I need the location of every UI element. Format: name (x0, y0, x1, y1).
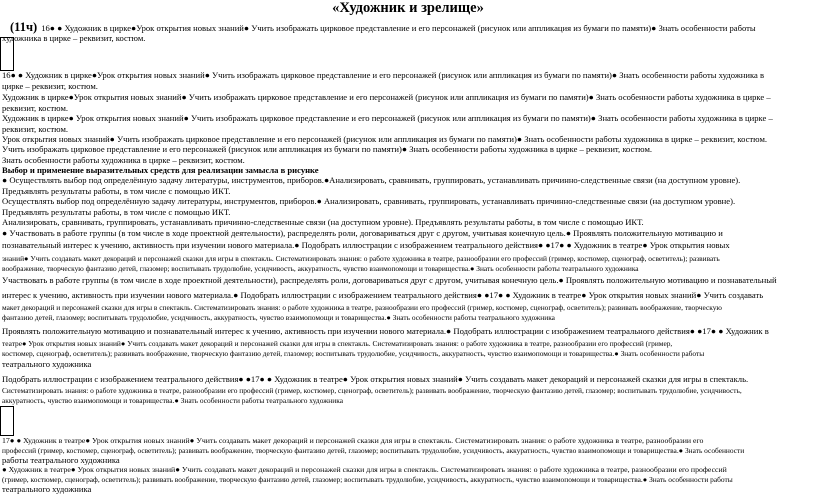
text-line: Художник в цирке● Урок открытия новых знаний● Учить изображать цирковое представление и его персонажей (рисунок или аппликация из бумаги по памяти)● Знать особенности работы художника в цирке – (2, 113, 773, 123)
text-line: работы театрального художника (2, 455, 120, 465)
text-line-content: 16● ● Художник в цирке●Урок открытия новых знаний● Учить изображать цирковое представление и его персонажей (рисунок или аппликация из бумаги по памяти)● Знать особенности работы (41, 23, 756, 33)
text-line: Предъявлять результаты работы, в том числе с помощью ИКТ. (2, 207, 231, 217)
section-heading: Выбор и применение выразительных средств для реализации замысла в рисунке (2, 165, 319, 175)
text-line: Анализировать, сравнивать, группировать, устанавливать причинно-следственные связи (на доступном уровне). Предъявлять результаты работы, в том числе с помощью ИКТ. (2, 217, 644, 227)
text-line: Подобрать иллюстрации с изображением театрального действия● ●17● ● Художник в театре● Урок открытия новых знаний● Учить создавать макет декораций и персонажей сказки для игры в спектакль. (2, 374, 749, 384)
text-line: макет декораций и персонажей сказки для игры в спектакль. Систематизировать знания: о работе художника в театре, разнообразии его профессий (гример, костюмер, сценограф, осветитель); развивать воображение, творческую (2, 303, 722, 312)
text-line: знаний● Учить создавать макет декораций и персонажей сказки для игры в спектакль. Систематизировать знания: о работе художника в театре, разнообразии его профессий (гример, костюмер, сценограф, осветитель); развивать (2, 254, 720, 263)
text-line: (гример, костюмер, сценограф, осветитель); развивать воображение, творческую фантазию детей, глазомер; воспитывать трудолюбие, усидчивость, аккуратность, чувство взаимопомощи и товарищества.● Знать особенности работы (2, 475, 733, 484)
text-line: Знать особенности работы художника в цирке – реквизит, костюм. (2, 155, 245, 165)
text-line: ● Осуществлять выбор под определённую задачу литературы, инструментов, приборов.●Анализировать, сравнивать, группировать, устанавливать причинно-следственные связи (на доступном уровне). (2, 175, 741, 185)
text-line: реквизит, костюм. (2, 103, 69, 113)
text-line: театре● Урок открытия новых знаний● Учить создавать макет декораций и персонажей сказки для игры в спектакль. Систематизировать знания: о работе художника в театре, разнообразии его профессий (гример, (2, 339, 673, 348)
text-line: профессий (гример, костюмер, сценограф, осветитель); развивать воображение, творческую фантазию детей, глазомер; воспитывать трудолюбие, усидчивость, аккуратность, чувство взаимопомощи и товарищества.● Знать особенности (2, 446, 745, 455)
text-line: художника в цирке – реквизит, костюм. (2, 33, 146, 43)
page-title: «Художник и зрелище» (332, 0, 484, 16)
table-cell-box (0, 406, 14, 436)
text-line: познавательный интерес к учению, активность при изучении нового материала.● Подобрать иллюстрации с изображением театрального действия● ●17● ● Художник в театре● Урок открытия новых (2, 240, 730, 250)
text-line: Предъявлять результаты работы, в том числе с помощью ИКТ. (2, 186, 231, 196)
text-line: Проявлять положительную мотивацию и познавательный интерес к учению, активность при изучении нового материала.● Подобрать иллюстрации с изображением театрального действия● ●17● ● Художник в (2, 326, 769, 336)
text-line: воображение, творческую фантазию детей, глазомер; воспитывать трудолюбие, усидчивость, аккуратность, чувство взаимопомощи и товарищества.● Знать особенности работы театрального художника (2, 264, 639, 273)
text-line: аккуратность, чувство взаимопомощи и товарищества.● Знать особенности работы театрального художника (2, 396, 343, 405)
text-line: фантазию детей, глазомер; воспитывать трудолюбие, усидчивость, аккуратность, чувство взаимопомощи и товарищества.● Знать особенности работы театрального художника (2, 313, 555, 322)
text-line: 16● ● Художник в цирке●Урок открытия новых знаний● Учить изображать цирковое представление и его персонажей (рисунок или аппликация из бумаги по памяти)● Знать особенности работы художника в (2, 70, 765, 80)
hours-label: (11ч) (10, 20, 38, 34)
text-line: ● Участвовать в работе группы (в том числе в ходе проектной деятельности), распределять роли, договариваться друг с другом, учитывая конечную цель.● Проявлять положительную мотивацию и (2, 228, 723, 238)
text-line: Художник в цирке●Урок открытия новых знаний● Учить изображать цирковое представление и его персонажей (рисунок или аппликация из бумаги по памяти)● Знать особенности работы художника в цирке – (2, 92, 771, 102)
text-line: костюмер, сценограф, осветитель); развивать воображение, творческую фантазию детей, глазомер; воспитывать трудолюбие, усидчивость, аккуратность, чувство взаимопомощи и товарищества.● Знать особенности работы (2, 349, 705, 358)
text-line: 17● ● Художник в театре● Урок открытия новых знаний● Учить создавать макет декораций и персонажей сказки для игры в спектакль. Систематизировать знания: о работе художника в театре, разнообразии его (2, 436, 704, 445)
text-line: Систематизировать знания: о работе художника в театре, разнообразии его профессий (гример, костюмер, сценограф, осветитель); развивать воображение, творческую фантазию детей, глазомер; воспитывать трудолюбие, усидчивость, (2, 386, 742, 395)
text-line: интерес к учению, активность при изучении нового материала.● Подобрать иллюстрации с изображением театрального действия● ●17● ● Художник в театре● Урок открытия новых знаний● Учить создавать (2, 290, 764, 300)
text-line: театрального художника (2, 359, 92, 369)
text-line: Урок открытия новых знаний● Учить изображать цирковое представление и его персонажей (рисунок или аппликация из бумаги по памяти)● Знать особенности работы художника в цирке – реквизит, костюм. (2, 134, 768, 144)
text-line: Учить изображать цирковое представление и его персонажей (рисунок или аппликация из бумаги по памяти)● Знать особенности работы художника в цирке – реквизит, костюм. (2, 144, 653, 154)
text-line: цирке – реквизит, костюм. (2, 81, 98, 91)
text-line: ● Художник в театре● Урок открытия новых знаний● Учить создавать макет декораций и персонажей сказки для игры в спектакль. Систематизировать знания: о работе художника в театре, разнообразии его профессий (2, 465, 727, 474)
text-line: Участвовать в работе группы (в том числе в ходе проектной деятельности), распределять роли, договариваться друг с другом, учитывая конечную цель.● Проявлять положительную мотивацию и познавательный (2, 275, 777, 285)
text-line: реквизит, костюм. (2, 124, 69, 134)
text-line: театрального художника (2, 484, 92, 494)
text-line: Осуществлять выбор под определённую задачу литературы, инструментов, приборов.● Анализировать, сравнивать, группировать, устанавливать причинно-следственные связи (на доступном уровне). (2, 196, 736, 206)
